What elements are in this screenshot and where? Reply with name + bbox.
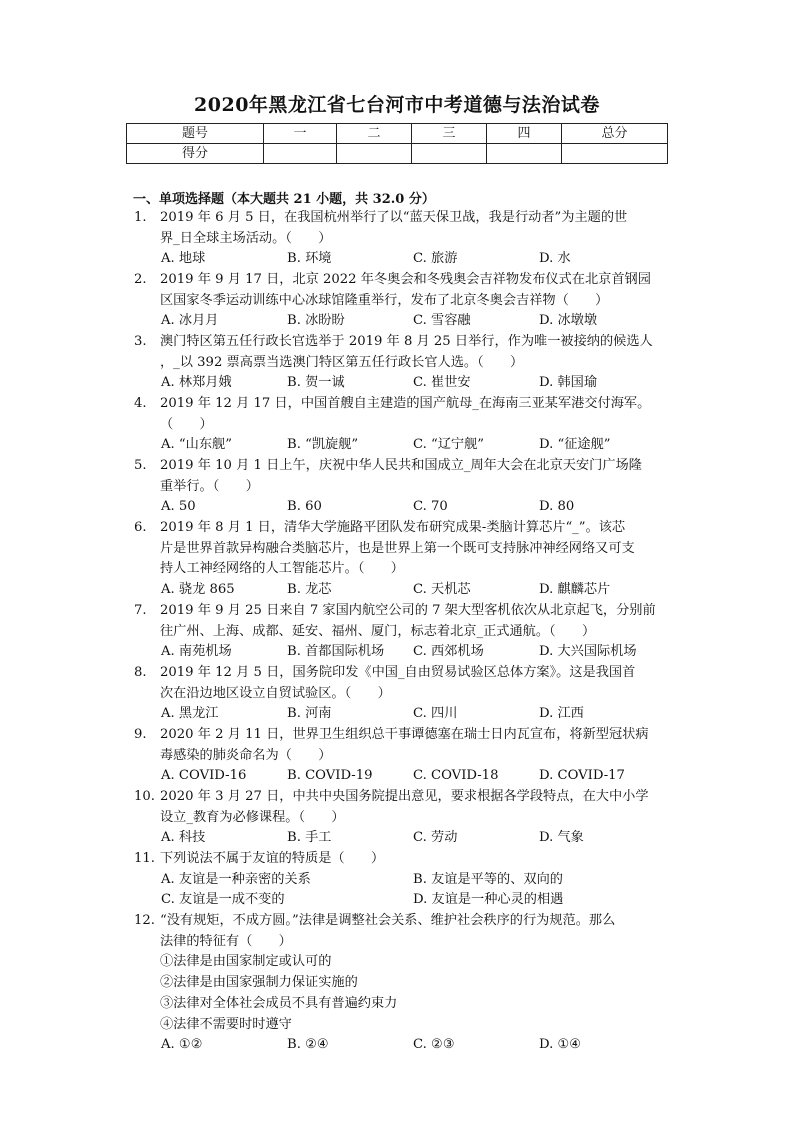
question-text-line: ①法律是由国家制定或认可的 (160, 954, 332, 970)
answer-option[interactable]: D. COVID-17 (539, 768, 625, 784)
question-text-line: 2019 年 6 月 5 日，在我国杭州举行了以“蓝天保卫战，我是行动者”为主题的世 (160, 210, 628, 225)
answer-option[interactable]: C. ②③ (413, 1037, 455, 1053)
question-text-line: ②法律是由国家强制力保证实施的 (160, 975, 358, 991)
question-text-line: 区国家冬季运动训练中心冰球馆隆重举行，发布了北京冬奥会吉祥物（ ） (160, 292, 609, 308)
question-number: 5. (134, 458, 147, 473)
exam-title: 2020年黑龙江省七台河市中考道德与法治试卷 (194, 94, 600, 116)
question-text-line: “没有规矩，不成方圆。”法律是调整社会关系、维护社会秩序的行为规范。那么 (160, 913, 616, 928)
question-text-line: 2019 年 12 月 5 日，国务院印发《中国_自由贸易试验区总体方案》。这是我国首 (160, 665, 636, 680)
question-number: 10. (134, 789, 155, 804)
question-text-line: 2019 年 12 月 17 日，中国首艘自主建造的国产航母_在海南三亚某军港交付海军。 (160, 396, 651, 411)
answer-option[interactable]: A. 冰月月 (161, 313, 219, 329)
answer-option[interactable]: B. 贺一诚 (287, 375, 345, 391)
answer-option[interactable]: B. 龙芯 (287, 582, 332, 598)
answer-option[interactable]: A. 科技 (161, 830, 206, 846)
answer-option[interactable]: B. 环境 (287, 251, 332, 267)
question-text-line: 2019 年 8 月 1 日，清华大学施路平团队发布研究成果-类脑计算芯片“_”。该芯 (160, 520, 626, 535)
header-cell-part-4: 四 (487, 124, 562, 144)
answer-option[interactable]: D. “征途舰” (539, 437, 611, 453)
answer-option[interactable]: D. ①④ (539, 1037, 582, 1053)
answer-option[interactable]: C. 友谊是一成不变的 (161, 892, 285, 908)
answer-option[interactable]: A. “山东舰” (161, 437, 232, 453)
question-text-line: ③法律对全体社会成员不具有普遍约束力 (160, 995, 398, 1011)
answer-option[interactable]: B. COVID-19 (287, 768, 373, 784)
question-text-line: 澳门特区第五任行政长官选举于 2019 年 8 月 25 日举行，作为唯一被接纳的候选人 (160, 334, 653, 349)
score-table (126, 123, 668, 164)
question-text-line: 片是世界首款异构融合类脑芯片，也是世界上第一个既可支持脉冲神经网络又可支 (160, 540, 635, 556)
answer-option[interactable]: C. 崔世安 (413, 375, 471, 391)
header-cell-part-1: 一 (264, 124, 337, 144)
question-number: 3. (134, 334, 147, 349)
answer-option[interactable]: B. ②④ (287, 1037, 329, 1053)
question-text-line: 2019 年 10 月 1 日上午，庆祝中华人民共和国成立_周年大会在北京天安门广场隆 (160, 458, 642, 473)
header-cell-question-no: 题号 (127, 124, 264, 144)
question-text-line: 重举行。（ ） (160, 478, 259, 494)
answer-option[interactable]: A. 黑龙江 (161, 706, 219, 722)
question-text-line: 持人工神经网络的人工智能芯片。（ ） (160, 561, 404, 577)
answer-option[interactable]: D. 冰墩墩 (539, 313, 598, 329)
answer-option[interactable]: B. 60 (287, 499, 322, 515)
answer-option[interactable]: D. 麒麟芯片 (539, 582, 611, 598)
answer-option[interactable]: C. 70 (413, 499, 448, 515)
question-text-line: 2020 年 3 月 27 日，中共中央国务院提出意见，要求根据各学段特点，在大中小学 (160, 789, 649, 804)
score-table-score-row (127, 144, 668, 164)
answer-option[interactable]: B. 河南 (287, 706, 332, 722)
answer-option[interactable]: D. 80 (539, 499, 575, 515)
question-text-line: 界_日全球主场活动。（ ） (160, 230, 332, 246)
question-number: 2. (134, 272, 147, 287)
header-cell-total: 总分 (562, 124, 668, 144)
question-number: 9. (134, 727, 147, 742)
question-number: 1. (134, 210, 147, 225)
header-cell-part-2: 二 (337, 124, 412, 144)
score-cell-4 (487, 144, 562, 164)
answer-option[interactable]: A. ①② (161, 1037, 203, 1053)
answer-option[interactable]: B. 手工 (287, 830, 332, 846)
question-text-line: 2020 年 2 月 11 日，世界卫生组织总干事谭德塞在瑞士日内瓦宣布，将新型冠状病 (160, 727, 649, 742)
answer-option[interactable]: D. 韩国瑜 (539, 375, 598, 391)
answer-option[interactable]: A. 50 (161, 499, 196, 515)
question-text-line: 法律的特征有（ ） (160, 933, 292, 949)
question-text-line: 往广州、上海、成都、延安、福州、厦门，标志着北京_正式通航。（ ） (160, 623, 596, 639)
answer-option[interactable]: A. 友谊是一种亲密的关系 (161, 871, 311, 887)
question-text-line: 2019 年 9 月 25 日来自 7 家国内航空公司的 7 架大型客机依次从北京起飞，分别前 (160, 603, 656, 618)
answer-option[interactable]: D. 水 (539, 251, 571, 267)
answer-option[interactable]: C. “辽宁舰” (413, 437, 485, 453)
answer-option[interactable]: D. 友谊是一种心灵的相遇 (413, 892, 564, 908)
question-number: 6. (134, 520, 147, 535)
answer-option[interactable]: B. 友谊是平等的、双向的 (413, 871, 563, 887)
question-text-line: 下列说法不属于友谊的特质是（ ） (160, 851, 385, 866)
score-row-label: 得分 (127, 144, 264, 164)
answer-option[interactable]: A. 骁龙 865 (161, 582, 235, 598)
question-number: 8. (134, 665, 147, 680)
answer-option[interactable]: A. 南苑机场 (161, 644, 232, 660)
section-heading: 一、单项选择题（本大题共 21 小题，共 32.0 分） (133, 192, 435, 207)
question-text-line: 设立_教育为必修课程。（ ） (160, 809, 345, 825)
answer-option[interactable]: B. “凯旋舰” (287, 437, 359, 453)
question-text-line: ，_以 392 票高票当选澳门特区第五任行政长官人选。（ ） (160, 354, 524, 370)
question-number: 12. (134, 913, 155, 928)
answer-option[interactable]: C. 天机芯 (413, 582, 471, 598)
answer-option[interactable]: D. 气象 (539, 830, 584, 846)
score-cell-3 (412, 144, 487, 164)
question-text-line: 次在沿边地区设立自贸试验区。（ ） (160, 685, 391, 701)
answer-option[interactable]: D. 大兴国际机场 (539, 644, 637, 660)
score-table-header-row (127, 124, 668, 144)
question-number: 11. (134, 851, 155, 866)
question-number: 4. (134, 396, 147, 411)
question-text-line: 2019 年 9 月 17 日，北京 2022 年冬奥会和冬残奥会吉祥物发布仪式在北京首钢园 (160, 272, 651, 287)
answer-option[interactable]: D. 江西 (539, 706, 584, 722)
question-text-line: 毒感染的肺炎命名为（ ） (160, 747, 332, 763)
answer-option[interactable]: B. 冰盼盼 (287, 313, 345, 329)
answer-option[interactable]: B. 首都国际机场 (287, 644, 385, 660)
question-text-line: ④法律不需要时时遵守 (160, 1016, 292, 1032)
answer-option[interactable]: A. 地球 (161, 251, 206, 267)
answer-option[interactable]: C. 劳动 (413, 830, 458, 846)
question-text-line: （ ） (160, 416, 213, 432)
header-cell-part-3: 三 (412, 124, 487, 144)
answer-option[interactable]: C. 旅游 (413, 251, 458, 267)
score-cell-1 (264, 144, 337, 164)
answer-option[interactable]: C. COVID-18 (413, 768, 499, 784)
score-cell-total (562, 144, 668, 164)
score-cell-2 (337, 144, 412, 164)
answer-option[interactable]: C. 西郊机场 (413, 644, 484, 660)
question-number: 7. (134, 603, 147, 618)
answer-option[interactable]: A. COVID-16 (161, 768, 247, 784)
answer-option[interactable]: C. 雪容融 (413, 313, 471, 329)
answer-option[interactable]: C. 四川 (413, 706, 458, 722)
answer-option[interactable]: A. 林郑月娥 (161, 375, 232, 391)
